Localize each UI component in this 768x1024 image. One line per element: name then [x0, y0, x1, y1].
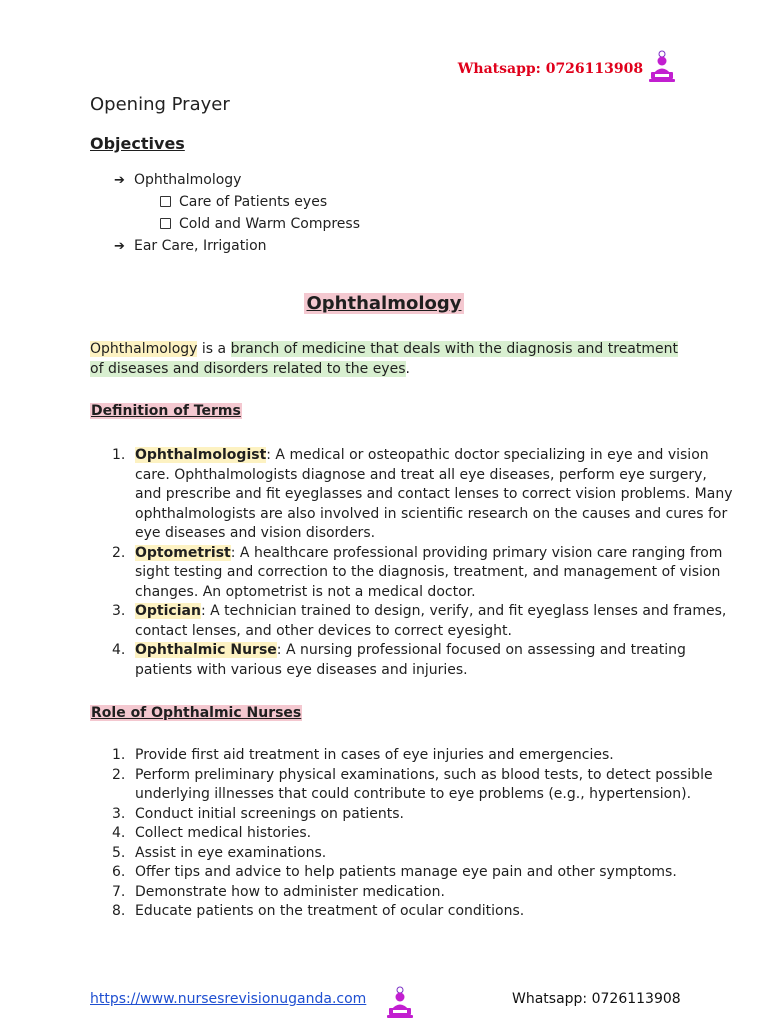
definitions-list — [90, 446, 735, 680]
list-item: Perform preliminary physical examinations, such as blood tests, to detect possible underlying illnesses that could contribute to eye problems (e.g., hypertension). — [135, 766, 713, 802]
opening-prayer-heading: Opening Prayer — [90, 94, 230, 115]
term-definition: : A healthcare professional providing primary vision care ranging from sight testing and correction to the diagnosis, treatment, and management of vision changes. An optometrist is not a medical doctor. — [135, 544, 723, 600]
definitions-heading — [90, 403, 242, 419]
footer-whatsapp-contact: Whatsapp: 0726113908 — [512, 991, 681, 1007]
term-definition: : A nursing professional focused on assessing and treating patients with various eye diseases and injuries. — [135, 642, 686, 678]
intro-term: Ophthalmology — [90, 341, 198, 357]
roles-heading — [90, 705, 302, 721]
roles-list — [90, 746, 735, 922]
objective-item — [114, 172, 241, 188]
intro-paragraph — [90, 339, 690, 379]
roles-heading-text: Role of Ophthalmic Nurses — [91, 705, 302, 721]
term-definition: : A medical or osteopathic doctor specializing in eye and vision care. Ophthalmologists diagnose and treat all eye diseases, perform eye surgery, and prescribe and fit eyeglasses and contact lenses to correct vision problems. Many ophthalmologists are also involved in scientific research on the causes and cures for eye diseases and vision disorders. — [135, 447, 733, 541]
objective-sub-label: Care of Patients eyes — [179, 194, 328, 210]
list-item — [135, 641, 735, 680]
header-whatsapp-text: Whatsapp: 0726113908 — [457, 61, 644, 77]
objectives-heading: Objectives — [90, 134, 185, 153]
checkbox-icon[interactable] — [160, 196, 171, 207]
term-label: Optometrist — [135, 544, 231, 561]
list-item: Conduct initial screenings on patients. — [135, 805, 404, 822]
list-item — [135, 544, 735, 603]
objective-sub-label: Cold and Warm Compress — [179, 216, 360, 232]
checkbox-icon[interactable] — [160, 218, 171, 229]
term-definition: : A technician trained to design, verify, and fit eyeglass lenses and frames, contact lenses, and other devices to correct eyesight. — [135, 603, 727, 639]
objective-subitem — [160, 194, 327, 210]
list-item: Collect medical histories. — [135, 825, 312, 841]
objective-label: Ear Care, Irrigation — [134, 238, 267, 254]
objective-label: Ophthalmology — [134, 172, 242, 188]
intro-definition: branch of medicine that deals with the diagnosis and treatment of diseases and disorders related to the eyes — [90, 341, 678, 377]
list-item: Offer tips and advice to help patients manage eye pain and other symptoms. — [135, 864, 677, 880]
list-item: Demonstrate how to administer medication. — [135, 883, 445, 900]
nurse-reading-icon — [386, 986, 414, 1024]
term-label: Optician — [135, 603, 201, 619]
section-title — [0, 293, 768, 314]
header-whatsapp-contact — [458, 50, 676, 88]
term-label: Ophthalmic Nurse — [135, 642, 277, 658]
term-label: Ophthalmologist — [135, 447, 267, 463]
nurse-reading-icon — [648, 50, 676, 88]
objective-item — [114, 238, 267, 254]
intro-end: . — [405, 361, 410, 377]
list-item: Assist in eye examinations. — [135, 844, 327, 861]
arrow-right-icon: ➔ — [114, 173, 125, 188]
list-item — [135, 446, 735, 544]
objective-subitem — [160, 216, 360, 232]
definitions-heading-text: Definition of Terms — [91, 403, 241, 419]
list-item — [135, 602, 735, 641]
footer-website-link[interactable]: https://www.nursesrevisionuganda.com — [90, 991, 367, 1007]
intro-connector: is a — [197, 341, 231, 357]
list-item: Educate patients on the treatment of ocular conditions. — [135, 903, 525, 919]
arrow-right-icon: ➔ — [114, 239, 125, 254]
section-title-text: Ophthalmology — [306, 293, 462, 314]
list-item: Provide first aid treatment in cases of eye injuries and emergencies. — [135, 747, 614, 763]
